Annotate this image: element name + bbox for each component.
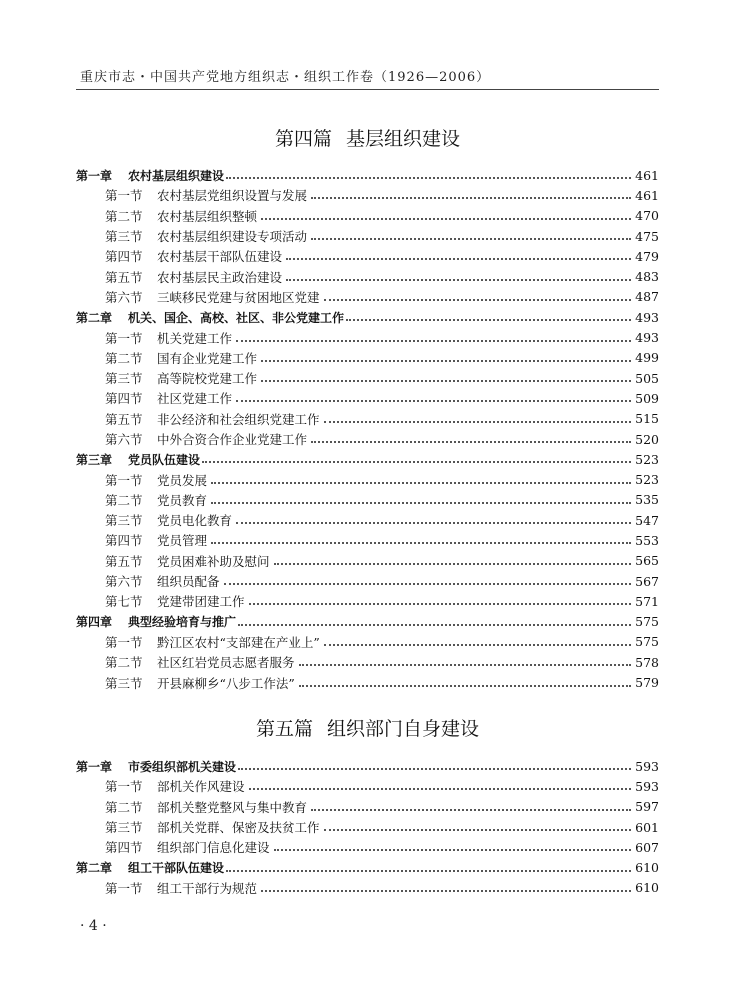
section-title: 部机关整党整风与集中教育 (157, 799, 308, 815)
dot-leader (299, 664, 632, 666)
dot-leader (311, 197, 631, 199)
page-number: 493 (635, 309, 659, 325)
dot-leader (238, 768, 631, 770)
dot-leader (346, 319, 631, 321)
section-label: 第一节 (105, 472, 143, 488)
section-title: 农村基层党组织设置与发展 (157, 188, 308, 204)
dot-leader (261, 890, 631, 892)
chapter-title: 市委组织部机关建设 (128, 759, 237, 774)
toc-part-4 (76, 165, 659, 693)
page-number: 493 (635, 330, 659, 346)
section-title: 党员管理 (157, 533, 208, 549)
dot-leader (211, 542, 631, 544)
section-title: 党员困难补助及慰问 (157, 553, 270, 569)
page-number: 571 (635, 593, 659, 609)
toc-chapter[interactable] (76, 165, 659, 185)
dot-leader (311, 238, 631, 240)
section-title: 中外合资合作企业党建工作 (157, 432, 308, 447)
chapter-label: 第二章 (76, 310, 113, 325)
section-label: 第三节 (105, 820, 143, 836)
toc-section[interactable] (76, 591, 659, 611)
section-title: 组织员配备 (157, 574, 220, 590)
page-number: 509 (635, 390, 659, 406)
toc-section[interactable] (76, 571, 659, 591)
toc-part-5 (76, 756, 659, 898)
page-number: 523 (635, 472, 659, 488)
dot-leader (236, 400, 631, 402)
toc-section[interactable] (76, 776, 659, 796)
section-title: 农村基层民主政治建设 (157, 269, 283, 285)
section-title: 部机关党群、保密及扶贫工作 (157, 820, 320, 836)
toc-section[interactable] (76, 837, 659, 857)
chapter-label: 第一章 (76, 168, 113, 183)
part-title (76, 124, 659, 151)
page-number: 499 (635, 350, 659, 366)
section-label: 第四节 (105, 391, 143, 407)
section-title: 党员教育 (157, 492, 208, 508)
page-number: 470 (635, 208, 659, 224)
section-title: 党员发展 (157, 472, 208, 488)
page-number: 578 (635, 654, 659, 670)
chapter-label: 第二章 (76, 861, 113, 876)
section-label: 第一节 (105, 779, 143, 795)
section-title: 农村基层干部队伍建设 (157, 249, 283, 265)
page-number: 567 (635, 573, 659, 589)
part-name: 基层组织建设 (346, 128, 461, 150)
dot-leader (261, 360, 631, 362)
page-number: 610 (635, 880, 659, 896)
page-number: 579 (635, 675, 659, 691)
section-title: 高等院校党建工作 (157, 371, 258, 387)
dot-leader (226, 870, 631, 872)
toc-section[interactable] (76, 409, 659, 429)
page-number: 461 (635, 187, 659, 203)
part-name: 组织部门自身建设 (327, 718, 480, 740)
dot-leader (236, 522, 631, 524)
toc-section[interactable] (76, 266, 659, 286)
page-number: 479 (635, 248, 659, 264)
section-label: 第四节 (105, 840, 143, 856)
page-number: 461 (635, 167, 659, 183)
page-number: 475 (635, 228, 659, 244)
section-label: 第四节 (105, 533, 143, 549)
toc-section[interactable] (76, 490, 659, 510)
header-rule (76, 89, 659, 90)
section-title: 部机关作风建设 (157, 779, 245, 795)
toc-section[interactable] (76, 429, 659, 449)
page-number: 523 (635, 451, 659, 467)
toc-section[interactable] (76, 388, 659, 408)
section-title: 组织部门信息化建设 (157, 840, 270, 856)
dot-leader (324, 421, 632, 423)
page-number: 575 (635, 634, 659, 650)
toc-section[interactable] (76, 327, 659, 347)
toc-section[interactable] (76, 206, 659, 226)
section-title: 党建带团建工作 (157, 594, 245, 610)
chapter-title: 机关、国企、高校、社区、非公党建工作 (128, 310, 345, 325)
section-label: 第三节 (105, 371, 143, 387)
chapter-label: 第三章 (76, 452, 113, 467)
toc-section[interactable] (76, 510, 659, 530)
dot-leader (274, 563, 632, 565)
section-title: 三峡移民党建与贫困地区党建 (157, 289, 320, 305)
toc-section[interactable] (76, 878, 659, 898)
toc-chapter[interactable] (76, 307, 659, 327)
section-label: 第二节 (105, 492, 143, 508)
chapter-title: 组工干部队伍建设 (128, 861, 225, 876)
section-label: 第六节 (105, 432, 143, 447)
section-title: 社区红岩党员志愿者服务 (157, 655, 295, 671)
toc-chapter[interactable] (76, 449, 659, 469)
page-number: 597 (635, 799, 659, 815)
page-number: 553 (635, 532, 659, 548)
chapter-label: 第一章 (76, 759, 113, 774)
toc-section[interactable] (76, 672, 659, 692)
page-number: 593 (635, 758, 659, 774)
chapter-label: 第四章 (76, 615, 113, 630)
toc-section[interactable] (76, 797, 659, 817)
dot-leader (226, 177, 631, 179)
section-label: 第一节 (105, 880, 143, 896)
part-label: 第四篇 (274, 128, 332, 150)
section-title: 机关党建工作 (157, 330, 233, 346)
toc-section[interactable] (76, 348, 659, 368)
chapter-title: 典型经验培育与推广 (128, 615, 237, 630)
chapter-title: 农村基层组织建设 (128, 168, 225, 183)
section-label: 第六节 (105, 289, 143, 305)
page-number: 535 (635, 492, 659, 508)
section-label: 第二节 (105, 350, 143, 366)
section-title: 国有企业党建工作 (157, 350, 258, 366)
section-label: 第三节 (105, 675, 143, 691)
section-label: 第二节 (105, 208, 143, 224)
dot-leader (274, 849, 632, 851)
dot-leader (211, 482, 631, 484)
dot-leader (299, 685, 631, 687)
dot-leader (261, 218, 631, 220)
toc-section[interactable] (76, 551, 659, 571)
dot-leader (236, 340, 631, 342)
dot-leader (286, 279, 631, 281)
dot-leader (238, 624, 631, 626)
page-number: 515 (635, 411, 659, 427)
part-title (76, 714, 659, 741)
page-number: 610 (635, 860, 659, 876)
dot-leader (311, 441, 631, 443)
dot-leader (249, 603, 632, 605)
toc-section[interactable] (76, 287, 659, 307)
toc-section[interactable] (76, 817, 659, 837)
part-label: 第五篇 (255, 718, 313, 740)
section-label: 第一节 (105, 634, 143, 650)
dot-leader (324, 299, 632, 301)
page-number: 607 (635, 839, 659, 855)
page-number: 601 (635, 819, 659, 835)
section-label: 第二节 (105, 655, 143, 671)
page-folio: · 4 · (80, 918, 107, 934)
dot-leader (286, 258, 631, 260)
section-label: 第一节 (105, 330, 143, 346)
section-label: 第三节 (105, 229, 143, 245)
section-title: 非公经济和社会组织党建工作 (157, 411, 320, 427)
toc-section[interactable] (76, 530, 659, 550)
toc-section[interactable] (76, 652, 659, 672)
dot-leader (261, 380, 631, 382)
section-label: 第五节 (105, 553, 143, 569)
page-number: 575 (635, 614, 659, 630)
page-number: 505 (635, 370, 659, 386)
dot-leader (202, 461, 631, 463)
toc-section[interactable] (76, 632, 659, 652)
dot-leader (249, 788, 632, 790)
toc-chapter[interactable] (76, 857, 659, 877)
section-title: 黔江区农村“支部建在产业上” (157, 634, 320, 650)
page-number: 520 (635, 431, 659, 447)
section-title: 党员电化教育 (157, 513, 233, 529)
running-header: 重庆市志・中国共产党地方组织志・组织工作卷（1926—2006） (80, 70, 491, 85)
section-label: 第四节 (105, 249, 143, 265)
section-title: 农村基层组织建设专项活动 (157, 229, 308, 245)
section-title: 开县麻柳乡“八步工作法” (157, 675, 295, 691)
page-number: 593 (635, 778, 659, 794)
section-label: 第五节 (105, 269, 143, 285)
section-title: 组工干部行为规范 (157, 880, 258, 896)
dot-leader (224, 583, 632, 585)
page-number: 487 (635, 289, 659, 305)
toc-section[interactable] (76, 469, 659, 489)
section-label: 第七节 (105, 594, 143, 610)
dot-leader (324, 829, 632, 831)
section-label: 第二节 (105, 799, 143, 815)
toc-section[interactable] (76, 368, 659, 388)
dot-leader (311, 809, 631, 811)
section-label: 第三节 (105, 513, 143, 529)
dot-leader (211, 502, 631, 504)
page-number: 565 (635, 553, 659, 569)
toc-section[interactable] (76, 226, 659, 246)
section-label: 第六节 (105, 574, 143, 590)
toc-section[interactable] (76, 246, 659, 266)
toc-chapter[interactable] (76, 756, 659, 776)
dot-leader (324, 644, 631, 646)
section-title: 农村基层组织整顿 (157, 208, 258, 224)
toc-chapter[interactable] (76, 612, 659, 632)
page-number: 547 (635, 512, 659, 528)
page-number: 483 (635, 269, 659, 285)
section-label: 第一节 (105, 188, 143, 204)
section-label: 第五节 (105, 411, 143, 427)
toc-section[interactable] (76, 185, 659, 205)
section-title: 社区党建工作 (157, 391, 233, 407)
chapter-title: 党员队伍建设 (128, 452, 201, 467)
